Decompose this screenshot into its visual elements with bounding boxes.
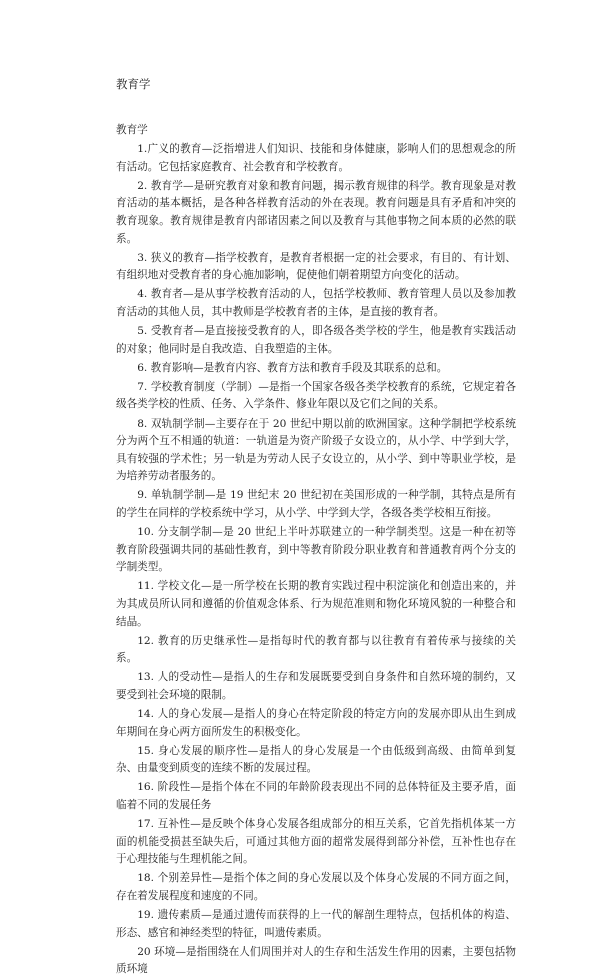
definition-paragraph: 14. 人的身心发展—是指人的身心在特定阶段的特定方向的发展亦即从出生到成年期间在身心两方面所发生的积极变化。 (116, 708, 516, 738)
document-title: 教育学 (116, 124, 148, 136)
document-body (116, 122, 516, 980)
definition-paragraph: 16. 阶段性—是指个体在不同的年龄阶段表现出不同的总体特征及主要矛盾，面临着不同的发展任务 (116, 781, 516, 811)
definition-paragraph: 12. 教育的历史继承性—是指每时代的教育都与以往教育有着传承与接续的关系。 (116, 634, 516, 665)
definition-paragraph: 5. 受教育者—是直接接受教育的人，即各级各类学校的学生，他是教育实践活动的对象；他同时是自我改造、自我塑造的主体。 (116, 325, 516, 355)
definition-paragraph: 18. 个别差异性—是指个体之间的身心发展以及个体身心发展的不同方面之间，存在着发展程度和速度的不同。 (116, 872, 516, 902)
definition-paragraph: 17. 互补性—是反映个体身心发展各组成部分的相互关系，它首先指机体某一方面的机能受损甚至缺失后，可通过其他方面的超常发展得到部分补偿，互补性也存在于心理技能与生理机能之间。 (116, 818, 516, 866)
definition-paragraph: 20 环境—是指围绕在人们周围并对人的生存和生活发生作用的因素，主要包括物质环境 (116, 945, 516, 976)
definition-paragraph: 13. 人的受动性—是指人的生存和发展既要受到自身条件和自然环境的制约，又要受到社会环境的限制。 (116, 671, 516, 701)
definition-paragraph: 19. 遗传素质—是通过遗传而获得的上一代的解剖生理特点，包括机体的构造、形态、感官和神经类型的特征，叫遗传素质。 (116, 909, 516, 939)
definition-paragraph: 1.广义的教育—泛指增进人们知识、技能和身体健康，影响人们的思想观念的所有活动。它包括家庭教育、社会教育和学校教育。 (116, 143, 516, 173)
definition-paragraph: 6. 教育影响—是教育内容、教育方法和教育手段及其联系的总和。 (137, 361, 448, 374)
definition-paragraph: 4. 教育者—是从事学校教育活动的人，包括学校教师、教育管理人员以及参加教育活动的其他人员，其中教师是学校教育者的主体，是直接的教育者。 (116, 288, 516, 318)
definition-paragraph: 10. 分支制学制—是 20 世纪上半叶苏联建立的一种学制类型。这是一种在初等教育阶段强调共同的基础性教育，到中等教育阶段分职业教育和普通教育两个分支的学制类型。 (116, 526, 516, 574)
definition-paragraph: 9. 单轨制学制—是 19 世纪末 20 世纪初在美国形成的一种学制，其特点是所有的学生在同样的学校系统中学习，从小学、中学到大学，各级各类学校相互衔接。 (116, 489, 516, 519)
page-header-title: 教育学 (116, 77, 151, 91)
definition-paragraph: 15. 身心发展的顺序性—是指人的身心发展是一个由低级到高级、由简单到复杂、由量变到质变的连续不断的发展过程。 (116, 744, 516, 775)
definition-paragraph: 2. 教育学—是研究教育对象和教育问题，揭示教育规律的科学。教育现象是对教育活动的基本概括，是各种各样教育活动的外在表现。教育问题是具有矛盾和冲突的教育现象。教育规律是教育内部诸因素之间以及教育与其他事物之间本质的必然的联系。 (116, 179, 516, 245)
definition-paragraph: 8. 双轨制学制—主要存在于 20 世纪中期以前的欧洲国家。这种学制把学校系统分为两个互不相通的轨道：一轨道是为资产阶级子女设立的，从小学、中学到大学，具有较强的学术性；另一轨是为劳动人民子女设立的，从小学、到中等职业学校，是为培养劳动者服务的。 (116, 417, 516, 483)
definition-paragraph: 3. 狭义的教育—指学校教育，是教育者根据一定的社会要求，有目的、有计划、有组织地对受教育者的身心施加影响，促使他们朝着期望方向变化的活动。 (116, 251, 516, 282)
definition-paragraph: 7. 学校教育制度（学制）—是指一个国家各级各类学校教育的系统，它规定着各级各类学校的性质、任务、入学条件、修业年限以及它们之间的关系。 (116, 380, 516, 411)
definition-paragraph: 11. 学校文化—是一所学校在长期的教育实践过程中积淀演化和创造出来的，并为其成员所认同和遵循的价值观念体系、行为规范准则和物化环境风貌的一种整合和结晶。 (116, 580, 516, 628)
